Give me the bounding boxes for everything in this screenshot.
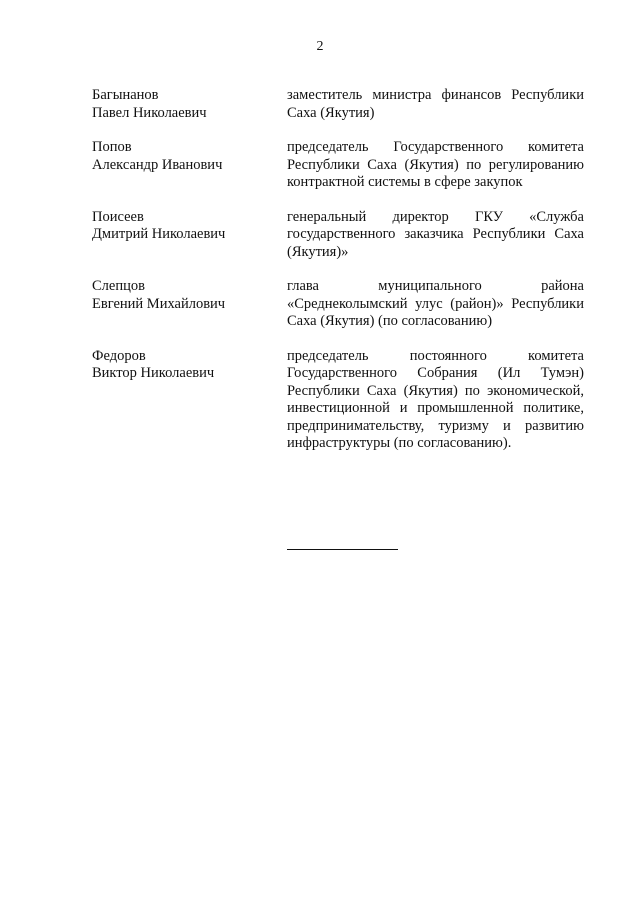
member-entry [0, 209, 640, 262]
member-entry [0, 348, 640, 453]
member-role: генеральный директор ГКУ «Служба государственного заказчика Республики Саха (Якутия)» [287, 208, 584, 260]
member-name [92, 278, 277, 313]
member-name [92, 348, 277, 383]
member-entry [0, 87, 640, 122]
member-given-names: Дмитрий Николаевич [92, 226, 226, 242]
member-role: председатель Государственного комитета Республики Саха (Якутия) по регулированию контрактной системы в сфере закупок [287, 139, 584, 190]
closing-separator-line [287, 549, 398, 550]
member-role: заместитель министра финансов Республики Саха (Якутия) [287, 87, 584, 121]
member-name [92, 139, 277, 174]
member-surname: Багынанов [92, 87, 159, 103]
member-given-names: Александр Иванович [92, 156, 223, 173]
member-role: председатель постоянного комитета Государственного Собрания (Ил Тумэн) Республики Саха (Якутия) по экономической, инвестиционной и промышленной политике, предпринимательству, туризму и развитию инфраструктуры (по согласованию). [287, 347, 584, 451]
page-number: 2 [316, 39, 324, 54]
member-role: глава муниципального района «Среднеколымский улус (район)» Республики Саха (Якутия) (по согласованию) [287, 278, 584, 329]
member-entry [0, 139, 640, 192]
member-entry [0, 278, 640, 331]
member-given-names: Павел Николаевич [92, 104, 207, 121]
member-surname: Попов [92, 139, 132, 155]
member-surname: Федоров [92, 347, 146, 364]
member-surname: Слепцов [92, 278, 145, 294]
member-given-names: Виктор Николаевич [92, 365, 215, 381]
member-given-names: Евгений Михайлович [92, 295, 226, 312]
member-list [0, 87, 640, 453]
member-surname: Поисеев [92, 208, 144, 225]
member-name [92, 87, 277, 122]
member-name [92, 209, 277, 244]
